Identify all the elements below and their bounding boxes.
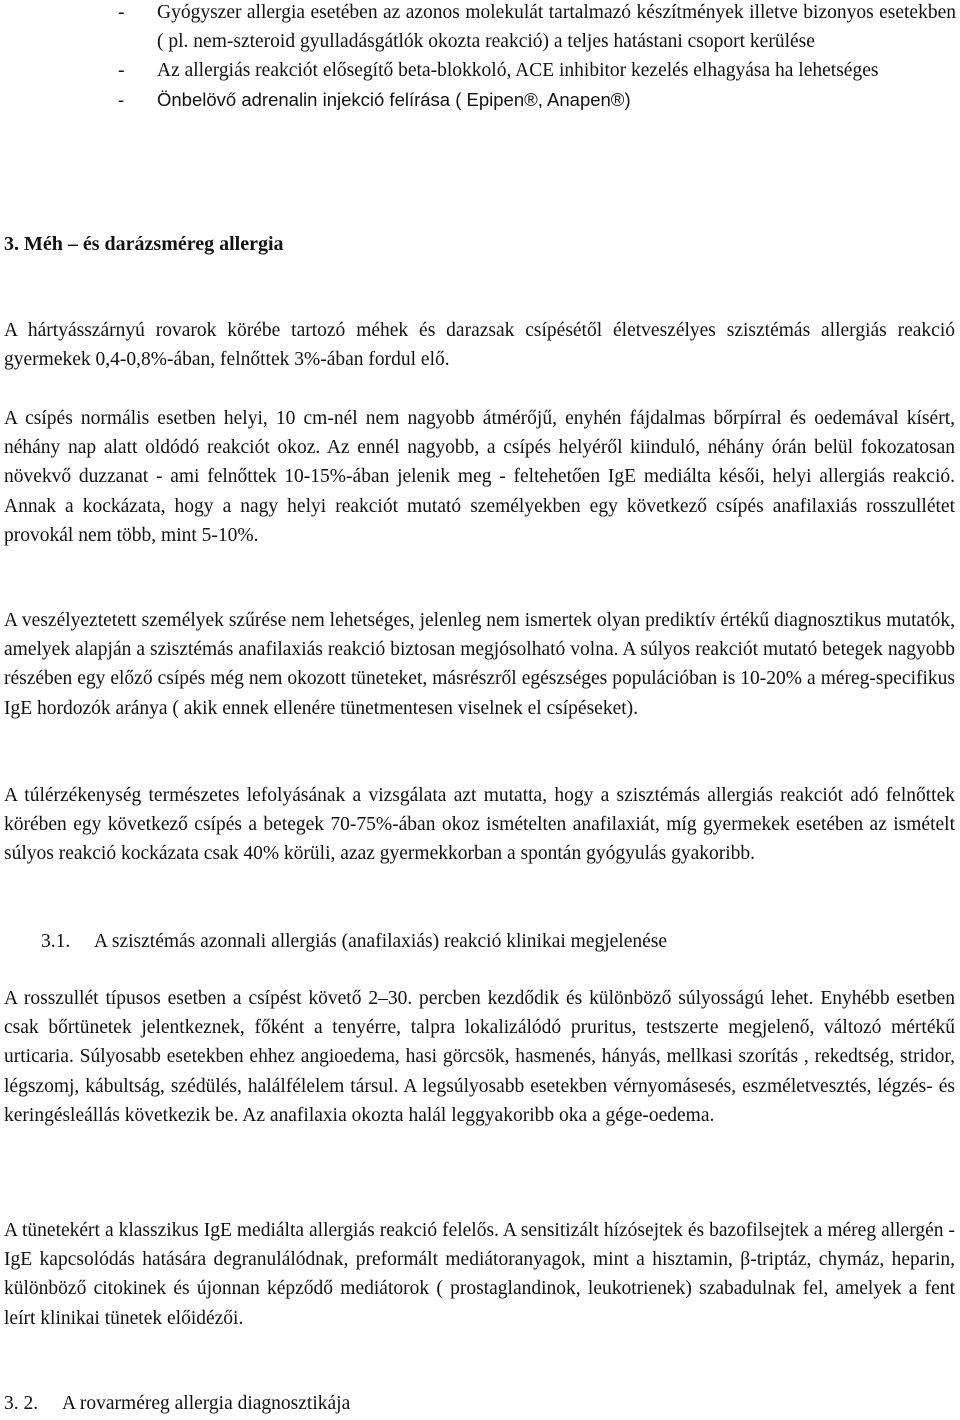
- list-dash: -: [118, 60, 125, 81]
- paragraph: A túlérzékenység természetes lefolyásának a vizsgálata azt mutatta, hogy a szisztémás allergiás reakciót adó felnőttek körében egy következő csípés a betegek 70-75%-ában okoz ismételten anafilaxiát, míg gyermekek esetében az ismételt súlyos reakció kockázata csak 40% körüli, azaz gyermekkorban a spontán gyógyulás gyakoribb.: [4, 785, 955, 865]
- list-item: [0, 56, 960, 85]
- bullet-list: [0, 0, 960, 114]
- list-item-text: Gyógyszer allergia esetében az azonos molekulát tartalmazó készítmények illetve bizonyos esetekben ( pl. nem-szteroid gyulladásgátlók okozta reakció) a teljes hatástani csoport kerülése: [157, 2, 956, 52]
- subsection-number: 3. 2.: [4, 1393, 39, 1414]
- list-item-text: Az allergiás reakciót elősegítő beta-blokkoló, ACE inhibitor kezelés elhagyása ha lehetséges: [157, 60, 879, 81]
- paragraph: A csípés normális esetben helyi, 10 cm-nél nem nagyobb átmérőjű, enyhén fájdalmas bőrpírral és oedemával kísért, néhány nap alatt oldódó reakciót okoz. Az ennél nagyobb, a csípés helyéről kiinduló, néhány órán belül fokozatosan növekvő duzzanat - ami felnőttek 10-15%-ában jelenik meg - feltehetően IgE mediálta késői, helyi allergiás reakció. Annak a kockázata, hogy a nagy helyi reakciót mutató személyekben egy következő csípés anafilaxiás rosszullétet provokál nem több, mint 5-10%.: [4, 408, 955, 546]
- list-item: [0, 85, 960, 114]
- paragraph: A hártyásszárnyú rovarok körébe tartozó méhek és darazsak csípésétől életveszélyes szisztémás allergiás reakció gyermekek 0,4-0,8%-ában, felnőttek 3%-ában fordul elő.: [4, 320, 955, 371]
- subsection-title: A rovarméreg allergia diagnosztikája: [62, 1393, 351, 1414]
- paragraph: A tünetekért a klasszikus IgE mediálta allergiás reakció felelős. A sensitizált hízósejtek és bazofilsejtek a méreg allergén - IgE kapcsolódás hatására degranulálódnak, preformált mediátoranyagok, mint a hisztamin, β-triptáz, chymáz, heparin, különböző citokinek és újonnan képződő mediátorok ( prostaglandinok, leukotrienek) szabadulnak fel, amelyek a fent leírt klinikai tünetek előidézői.: [4, 1220, 955, 1329]
- list-item: [0, 0, 960, 56]
- list-item-text: Önbelövő adrenalin injekció felírása ( Epipen®, Anapen®): [157, 89, 631, 110]
- section-heading: 3. Méh – és darázsméreg allergia: [4, 233, 284, 255]
- paragraph: A rosszullét típusos esetben a csípést követő 2–30. percben kezdődik és különböző súlyosságú lehet. Enyhébb esetben csak bőrtünetek jelentkeznek, főként a tenyérre, talpra lokalizálódó pruritus, testszerte megjelenő, változó mértékű urticaria. Súlyosabb esetekben ehhez angioedema, hasi görcsök, hasmenés, hányás, mellkasi szorítás , rekedtség, stridor, légszomj, kábultság, szédülés, halálfélelem társul. A legsúlyosabb esetekben vérnyomásesés, eszméletvesztés, légzés- és keringésleállás következik be. Az anafilaxia okozta halál leggyakoribb oka a gége-oedema.: [4, 988, 955, 1126]
- paragraph: A veszélyeztetett személyek szűrése nem lehetséges, jelenleg nem ismertek olyan prediktív értékű diagnosztikus mutatók, amelyek alapján a szisztémás anafilaxiás reakció biztosan megjósolható volna. A súlyos reakciót mutató betegek nagyobb részében egy előző csípés még nem okozott tüneteket, másrészről egészséges populációban is 10-20% a méreg-specifikus IgE hordozók aránya ( akik ennek ellenére tünetmentesen viselnek el csípéseket).: [4, 610, 955, 719]
- list-dash: -: [118, 2, 125, 23]
- subsection-number: 3.1.: [41, 931, 71, 952]
- list-dash: -: [118, 89, 125, 110]
- subsection-title: A szisztémás azonnali allergiás (anafilaxiás) reakció klinikai megjelenése: [94, 931, 668, 952]
